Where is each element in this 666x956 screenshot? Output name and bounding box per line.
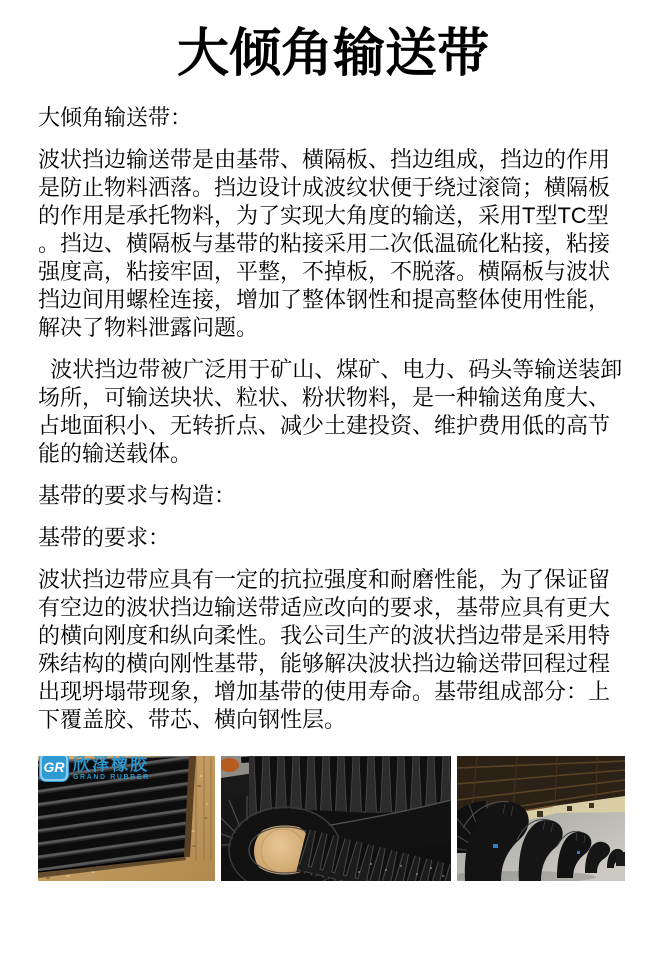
warehouse-illustration xyxy=(457,756,625,881)
gr-monogram-icon: GR xyxy=(40,756,68,781)
photo-factory-warehouse xyxy=(457,756,625,881)
article-body xyxy=(0,104,666,881)
article-page xyxy=(0,26,666,956)
product-photo-row xyxy=(38,756,628,881)
intro-label: 大倾角输送带： xyxy=(38,105,193,130)
paragraph-composition: 波状挡边输送带是由基带、横隔板、挡边组成，挡边的作用是防止物料洒落。挡边设计成波纹状便于绕过滚筒；横隔板的作用是承托物料，为了实现大角度的输送，采用T型TC型。挡边、横隔板与基带的粘接采用二次低温硫化粘接，粘接强度高，粘接牢固，平整，不掉板，不脱落。横隔板与波状挡边间用螺栓连接，增加了整体钢性和提高整体使用性能，解决了物料泄露问题。 xyxy=(38,147,611,340)
belt-loop-illustration xyxy=(221,756,451,881)
paragraph-applications: 波状挡边带被广泛用于矿山、煤矿、电力、码头等输送装卸场所，可输送块状、粒状、粉状物料，是一种输送角度大、占地面积小、无转折点、减少土建投资、维护费用低的高节能的输送载体。 xyxy=(38,357,623,466)
heading-base-belt-structure: 基带的要求与构造： xyxy=(38,483,237,508)
brand-name-cn: 欣泽橡胶 xyxy=(73,756,149,774)
brand-names xyxy=(73,756,150,782)
heading-base-belt-requirements: 基带的要求： xyxy=(38,525,171,550)
grand-rubber-logo xyxy=(40,756,150,782)
brand-name-en: GRAND RUBBER xyxy=(73,774,150,781)
page-title: 大倾角输送带 xyxy=(176,25,489,83)
photo-sidewall-sheet xyxy=(38,756,215,881)
photo-belt-loop-closeup xyxy=(221,756,451,881)
paragraph-base-belt: 波状挡边带应具有一定的抗拉强度和耐磨性能，为了保证留有空边的波状挡边输送带适应改向的要求，基带应具有更大的横向刚度和纵向柔性。我公司生产的波状挡边带是采用特殊结构的横向刚性基带，能够解决波状挡边输送带回程过程出现坍塌带现象，增加基带的使用寿命。基带组成部分：上下覆盖胶、带芯、横向钢性层。 xyxy=(38,567,611,732)
